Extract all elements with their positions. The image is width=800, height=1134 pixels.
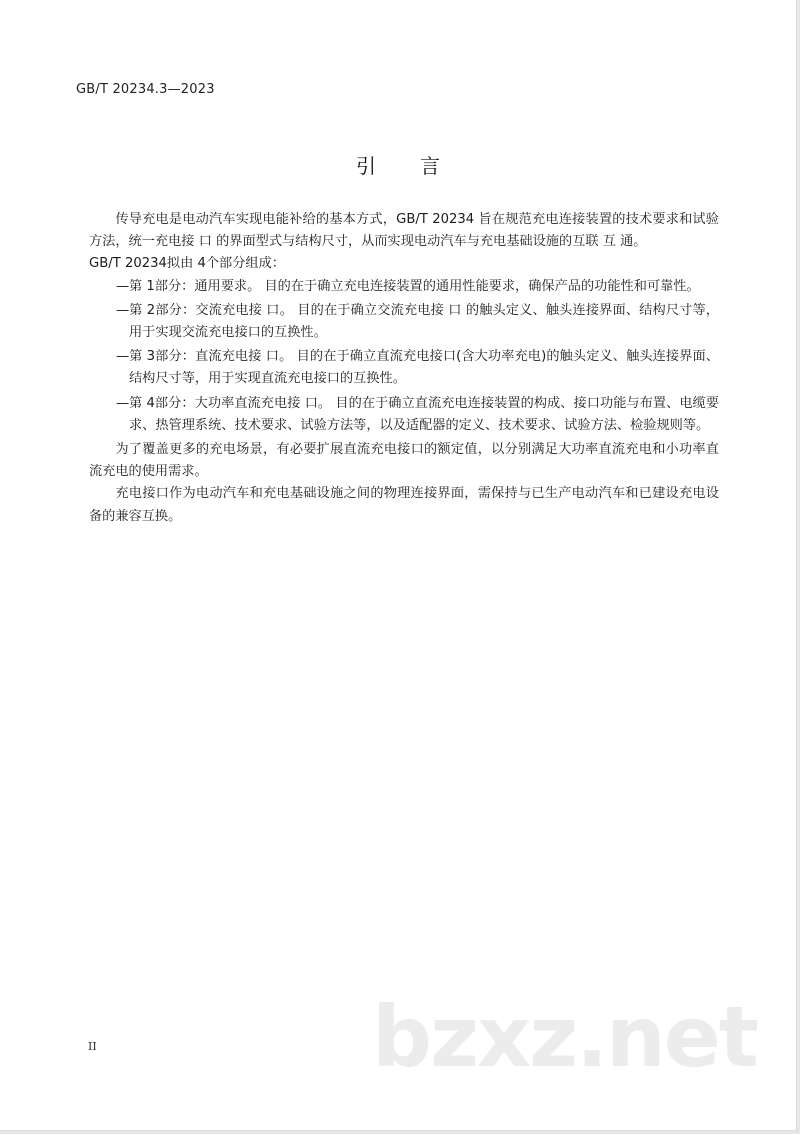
list-item-text: 第 1部分：通用要求。 目的在于确立充电连接装置的通用性能要求，确保产品的功能性和可靠性。 [129, 278, 700, 294]
document-body [89, 209, 719, 528]
list-dash: — [116, 278, 130, 294]
list-item-text: 第 4部分：大功率直流充电接 口。 目的在于确立直流充电连接装置的构成、接口功能与布置、电缆要求、热管理系统、技术要求、试验方法等，以及适配器的定义、技术要求、试验方法、检验规则等。 [129, 395, 719, 433]
intro-paragraph: 传导充电是电动汽车实现电能补给的基本方式，GB/T 20234 旨在规范充电连接装置的技术要求和试验方法，统一充电接 口 的界面型式与结构尺寸，从而实现电动汽车与充电基础设施的互联 互 通。 [89, 212, 719, 250]
list-item [89, 393, 719, 437]
list-item [89, 276, 719, 298]
parts-list [89, 276, 719, 437]
watermark: bzxz.net [372, 988, 757, 1086]
list-item-text: 第 2部分：交流充电接 口。 目的在于确立交流充电接 口 的触头定义、触头连接界面、结构尺寸等，用于实现交流充电接口的互换性。 [129, 302, 719, 341]
page-number: II [88, 1040, 97, 1053]
title-char-2: 言 [420, 154, 440, 178]
list-dash: — [116, 395, 130, 411]
list-item [89, 300, 719, 344]
title-char-1: 引 [356, 154, 376, 178]
list-dash: — [116, 302, 130, 318]
compatibility-paragraph: 充电接口作为电动汽车和充电基础设施之间的物理连接界面，需保持与已生产电动汽车和已建设充电设备的兼容互换。 [89, 486, 719, 524]
rating-paragraph: 为了覆盖更多的充电场景，有必要扩展直流充电接口的额定值，以分别满足大功率直流充电和小功率直流充电的使用需求。 [89, 442, 719, 480]
list-item [89, 346, 719, 390]
page-title [0, 150, 796, 179]
standard-code-header: GB/T 20234.3—2023 [76, 82, 215, 97]
parts-intro: GB/T 20234拟由 4个部分组成： [89, 256, 285, 272]
list-item-text: 第 3部分：直流充电接 口。 目的在于确立直流充电接口(含大功率充电)的触头定义、触头连接界面、结构尺寸等，用于实现直流充电接口的互换性。 [129, 349, 719, 387]
list-dash: — [116, 349, 130, 365]
